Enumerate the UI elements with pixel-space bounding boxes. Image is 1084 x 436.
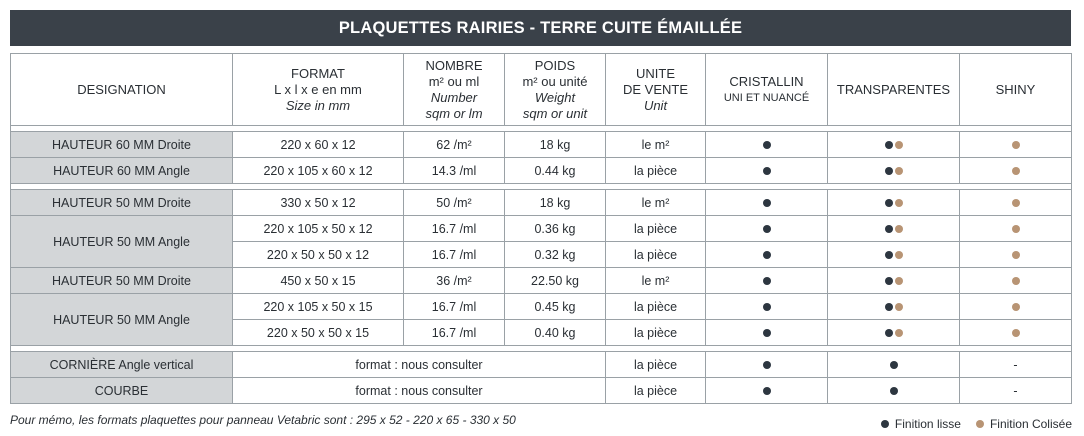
colisee-dot-icon (1012, 141, 1020, 149)
table-row (11, 294, 1072, 320)
colisee-dot-icon (1012, 329, 1020, 337)
colisee-dot-icon (1012, 277, 1020, 285)
colisee-dot-icon (895, 277, 903, 285)
nombre-cell: 36 /m² (404, 268, 505, 294)
lisse-dot-icon (885, 141, 893, 149)
transparentes-cell (828, 132, 960, 158)
header-cristallin-title: CRISTALLIN (729, 73, 804, 89)
format-cell: 220 x 60 x 12 (233, 132, 404, 158)
cristallin-cell (706, 352, 828, 378)
header-poids-units: m² ou unité (522, 73, 588, 89)
unite-cell: la pièce (606, 294, 706, 320)
nombre-cell: 16.7 /ml (404, 294, 505, 320)
transparentes-cell (828, 320, 960, 346)
nombre-cell: 14.3 /ml (404, 158, 505, 184)
nombre-cell: 16.7 /ml (404, 320, 505, 346)
transparentes-cell (828, 158, 960, 184)
header-cristallin (706, 54, 828, 126)
header-shiny: SHINY (960, 54, 1072, 126)
colisee-dot-icon (976, 420, 984, 428)
unite-cell: la pièce (606, 352, 706, 378)
lisse-dot-icon (763, 167, 771, 175)
legend-colisee (975, 417, 1072, 431)
shiny-cell (960, 294, 1072, 320)
header-unite (606, 54, 706, 126)
poids-cell: 0.40 kg (505, 320, 606, 346)
unite-cell: le m² (606, 132, 706, 158)
format-cell: 220 x 105 x 50 x 15 (233, 294, 404, 320)
cristallin-cell (706, 158, 828, 184)
colisee-dot-icon (895, 251, 903, 259)
shiny-cell (960, 190, 1072, 216)
shiny-cell: - (960, 352, 1072, 378)
transparentes-cell (828, 352, 960, 378)
colisee-dot-icon (895, 329, 903, 337)
cristallin-cell (706, 242, 828, 268)
header-poids (505, 54, 606, 126)
table-row (11, 216, 1072, 242)
unite-cell: la pièce (606, 216, 706, 242)
cristallin-cell (706, 216, 828, 242)
lisse-dot-icon (890, 387, 898, 395)
unite-cell: la pièce (606, 378, 706, 404)
format-cell: 220 x 105 x 50 x 12 (233, 216, 404, 242)
lisse-dot-icon (763, 277, 771, 285)
cristallin-cell (706, 268, 828, 294)
lisse-dot-icon (763, 329, 771, 337)
colisee-dot-icon (1012, 303, 1020, 311)
transparentes-cell (828, 242, 960, 268)
colisee-dot-icon (1012, 251, 1020, 259)
table-row (11, 190, 1072, 216)
designation-cell: HAUTEUR 50 MM Angle (11, 294, 233, 346)
header-format-title: FORMAT (291, 65, 345, 81)
header-cristallin-sub: UNI ET NUANCÉ (723, 91, 810, 104)
lisse-dot-icon (881, 420, 889, 428)
header-poids-en-units: sqm or unit (522, 105, 588, 121)
unite-cell: la pièce (606, 242, 706, 268)
transparentes-cell (828, 190, 960, 216)
unite-cell: la pièce (606, 158, 706, 184)
lisse-dot-icon (763, 225, 771, 233)
table-row (11, 132, 1072, 158)
poids-cell: 0.36 kg (505, 216, 606, 242)
poids-cell: 0.45 kg (505, 294, 606, 320)
cristallin-cell (706, 294, 828, 320)
nombre-cell: 16.7 /ml (404, 216, 505, 242)
lisse-dot-icon (885, 225, 893, 233)
shiny-cell (960, 158, 1072, 184)
poids-cell: 0.32 kg (505, 242, 606, 268)
header-row (11, 54, 1072, 126)
lisse-dot-icon (885, 277, 893, 285)
transparentes-cell (828, 268, 960, 294)
header-unite-l1: UNITE (636, 65, 675, 81)
header-designation: DESIGNATION (11, 54, 233, 126)
lisse-dot-icon (885, 251, 893, 259)
nombre-cell: 62 /m² (404, 132, 505, 158)
designation-cell: HAUTEUR 50 MM Droite (11, 190, 233, 216)
format-cell: 220 x 50 x 50 x 15 (233, 320, 404, 346)
format-cell: format : nous consulter (233, 378, 606, 404)
lisse-dot-icon (763, 387, 771, 395)
colisee-dot-icon (1012, 199, 1020, 207)
legend-lisse (880, 417, 961, 431)
unite-cell: la pièce (606, 320, 706, 346)
header-format-units: L x l x e en mm (274, 81, 362, 97)
designation-cell: COURBE (11, 378, 233, 404)
header-format (233, 54, 404, 126)
header-nombre-en: Number (430, 89, 478, 105)
header-nombre-en-units: sqm or lm (425, 105, 483, 121)
table-row (11, 158, 1072, 184)
lisse-dot-icon (763, 141, 771, 149)
colisee-dot-icon (895, 225, 903, 233)
header-nombre-title: NOMBRE (425, 57, 483, 73)
colisee-dot-icon (895, 199, 903, 207)
poids-cell: 0.44 kg (505, 158, 606, 184)
nombre-cell: 50 /m² (404, 190, 505, 216)
transparentes-cell (828, 294, 960, 320)
header-nombre-units: m² ou ml (428, 73, 480, 89)
lisse-dot-icon (890, 361, 898, 369)
colisee-dot-icon (1012, 167, 1020, 175)
header-unite-en: Unit (643, 97, 668, 113)
transparentes-cell (828, 378, 960, 404)
poids-cell: 18 kg (505, 190, 606, 216)
lisse-dot-icon (885, 167, 893, 175)
header-poids-en: Weight (534, 89, 576, 105)
lisse-dot-icon (885, 329, 893, 337)
colisee-dot-icon (1012, 225, 1020, 233)
cristallin-cell (706, 132, 828, 158)
table-row (11, 268, 1072, 294)
legend-colisee-label: Finition Colisée (989, 417, 1072, 431)
colisee-dot-icon (895, 141, 903, 149)
colisee-dot-icon (895, 167, 903, 175)
table-title: PLAQUETTES RAIRIES - TERRE CUITE ÉMAILLÉE (10, 10, 1071, 46)
table-row (11, 378, 1072, 404)
shiny-cell (960, 320, 1072, 346)
designation-cell: HAUTEUR 60 MM Droite (11, 132, 233, 158)
table-row (11, 352, 1072, 378)
cristallin-cell (706, 190, 828, 216)
designation-cell: HAUTEUR 60 MM Angle (11, 158, 233, 184)
format-cell: 220 x 50 x 50 x 12 (233, 242, 404, 268)
colisee-dot-icon (895, 303, 903, 311)
poids-cell: 18 kg (505, 132, 606, 158)
shiny-cell: - (960, 378, 1072, 404)
cristallin-cell (706, 378, 828, 404)
cristallin-cell (706, 320, 828, 346)
footer-note: Pour mémo, les formats plaquettes pour panneau Vetabric sont : 295 x 52 - 220 x 65 - 330 x 50 (10, 413, 516, 427)
format-cell: 450 x 50 x 15 (233, 268, 404, 294)
lisse-dot-icon (763, 303, 771, 311)
legend-lisse-label: Finition lisse (894, 417, 961, 431)
lisse-dot-icon (763, 199, 771, 207)
nombre-cell: 16.7 /ml (404, 242, 505, 268)
unite-cell: le m² (606, 190, 706, 216)
header-transparentes: TRANSPARENTES (828, 54, 960, 126)
format-cell: 330 x 50 x 12 (233, 190, 404, 216)
header-poids-title: POIDS (534, 57, 576, 73)
shiny-cell (960, 216, 1072, 242)
designation-cell: CORNIÈRE Angle vertical (11, 352, 233, 378)
lisse-dot-icon (763, 361, 771, 369)
product-table (10, 53, 1072, 404)
lisse-dot-icon (885, 199, 893, 207)
format-cell: format : nous consulter (233, 352, 606, 378)
lisse-dot-icon (885, 303, 893, 311)
shiny-cell (960, 268, 1072, 294)
header-unite-l2: DE VENTE (622, 81, 688, 97)
designation-cell: HAUTEUR 50 MM Droite (11, 268, 233, 294)
designation-cell: HAUTEUR 50 MM Angle (11, 216, 233, 268)
lisse-dot-icon (763, 251, 771, 259)
header-nombre (404, 54, 505, 126)
shiny-cell (960, 242, 1072, 268)
transparentes-cell (828, 216, 960, 242)
format-cell: 220 x 105 x 60 x 12 (233, 158, 404, 184)
poids-cell: 22.50 kg (505, 268, 606, 294)
finish-legend (880, 417, 1072, 431)
shiny-cell (960, 132, 1072, 158)
header-format-en: Size in mm (285, 97, 351, 113)
unite-cell: le m² (606, 268, 706, 294)
